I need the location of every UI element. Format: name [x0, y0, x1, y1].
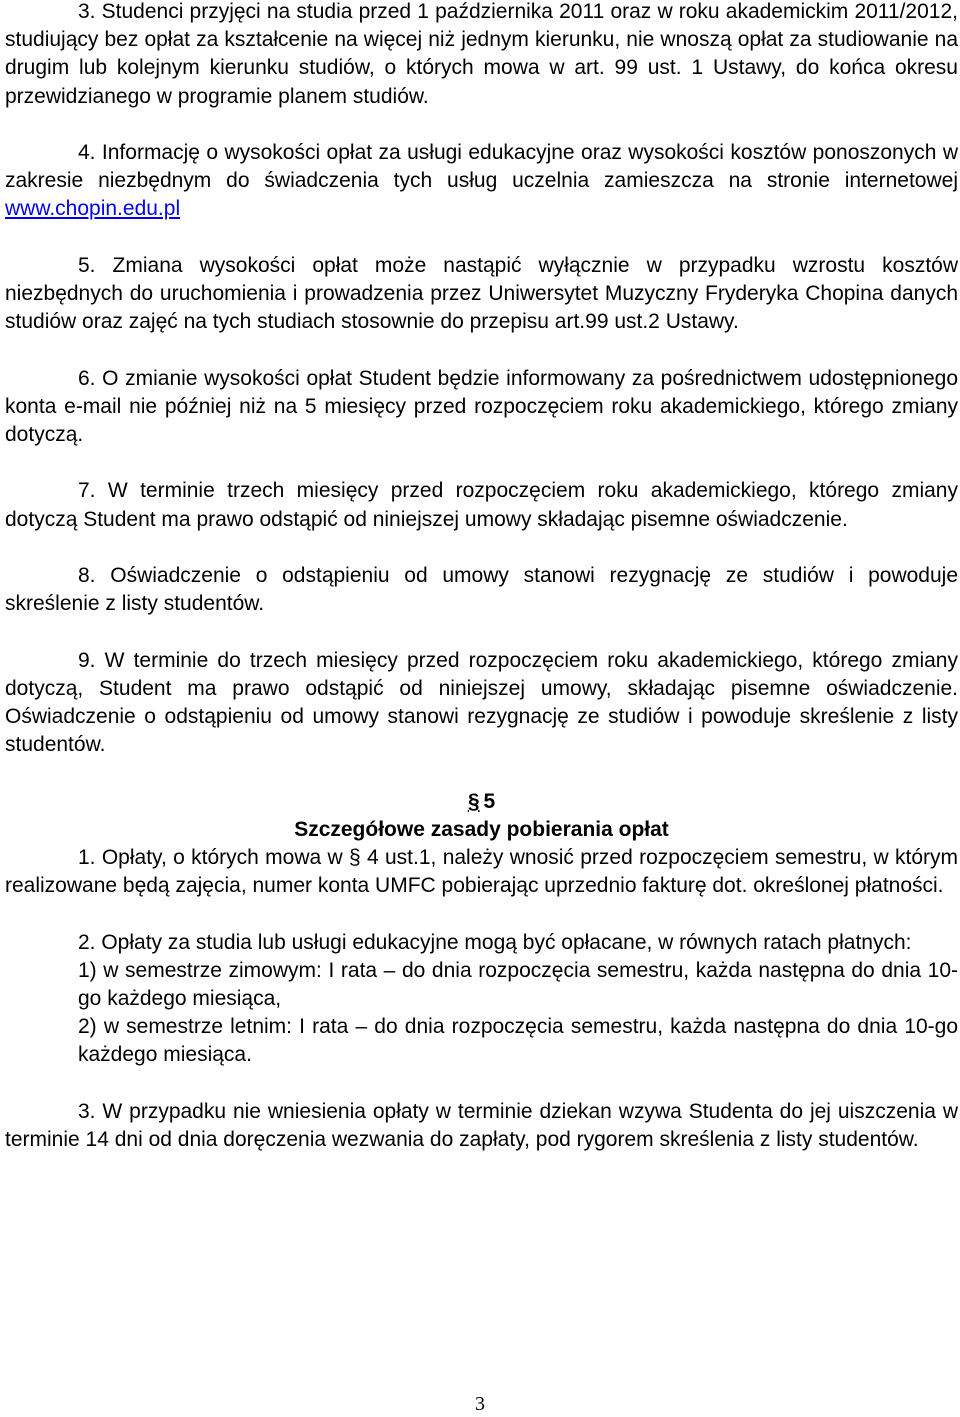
section-item-3: 3. W przypadku nie wniesienia opłaty w terminie dziekan wzywa Studenta do jej uiszczenia w terminie 14 dni od dnia doręczenia wezwania do zapłaty, pod rygorem skreślenia z listy studentów. [5, 1099, 958, 1151]
section-number-value: 5 [483, 789, 496, 813]
section-item-2: 2. Opłaty za studia lub usługi edukacyjne mogą być opłacane, w równych ratach płatnych: [78, 930, 912, 954]
website-link[interactable]: www.chopin.edu.pl [5, 197, 181, 221]
paragraph-8: 8. Oświadczenie o odstąpieniu od umowy stanowi rezygnację ze studiów i powoduje skreślenie z listy studentów. [5, 563, 958, 616]
section-number [5, 788, 958, 816]
paragraph-3: 3. Studenci przyjęci na studia przed 1 października 2011 oraz w roku akademickim 2011/2012, studiujący bez opłat za kształcenie na więcej niż jednym kierunku, nie wnoszą opłat za studiowanie na drugim lub kolejnym kierunku studiów, o których mowa w art. 99 ust. 1 Ustawy, do końca okresu przewidzianego w programie planem studiów. [5, 0, 958, 108]
section-item-1: 1. Opłaty, o których mowa w § 4 ust.1, należy wnosić przed rozpoczęciem semestru, w którym realizowane będą zajęcia, numer konta UMFC pobierając uprzednio fakturę dot. określonej płatności. [5, 845, 958, 898]
paragraph-6: 6. O zmianie wysokości opłat Student będzie informowany za pośrednictwem udostępnionego konta e-mail nie później niż na 5 miesięcy przed rozpoczęciem roku akademickiego, którego zmiany dotyczą. [5, 366, 958, 446]
document-page [5, 0, 958, 1182]
section-title: Szczegółowe zasady pobierania opłat [294, 817, 669, 841]
paragraph-4-text: 4. Informację o wysokości opłat za usługi edukacyjne oraz wysokości kosztów ponoszonych w zakresie niezbędnym do świadczenia tych usług uczelnia zamieszcza na stronie internetowej [5, 141, 958, 193]
section-item-2-sub-1: 1) w semestrze zimowym: I rata – do dnia rozpoczęcia semestru, każda następna do dnia 10-go każdego miesiąca, [78, 958, 958, 1010]
page-number: 3 [475, 1393, 485, 1415]
paragraph-7: 7. W terminie trzech miesięcy przed rozpoczęciem roku akademickiego, którego zmiany dotyczą Student ma prawo odstąpić od niniejszej umowy składając pisemne oświadczenie. [5, 479, 958, 531]
paragraph-9: 9. W terminie do trzech miesięcy przed rozpoczęciem roku akademickiego, którego zmiany dotyczą, Student ma prawo odstąpić od niniejszej umowy, składając pisemne oświadczenie. Oświadczenie o odstąpieniu od umowy stanowi rezygnację ze studiów i powoduje skreślenie z listy studentów. [5, 648, 958, 757]
section-symbol: § [467, 789, 480, 813]
paragraph-4 [5, 139, 958, 224]
paragraph-5: 5. Zmiana wysokości opłat może nastąpić wyłącznie w przypadku wzrostu kosztów niezbędnych do uruchomienia i prowadzenia przez Uniwersytet Muzyczny Fryderyka Chopina danych studiów oraz zajęć na tych studiach stosownie do przepisu art.99 ust.2 Ustawy. [5, 253, 958, 334]
section-item-2-sub-2: 2) w semestrze letnim: I rata – do dnia rozpoczęcia semestru, każda następna do dnia 10-go każdego miesiąca. [78, 1015, 958, 1067]
